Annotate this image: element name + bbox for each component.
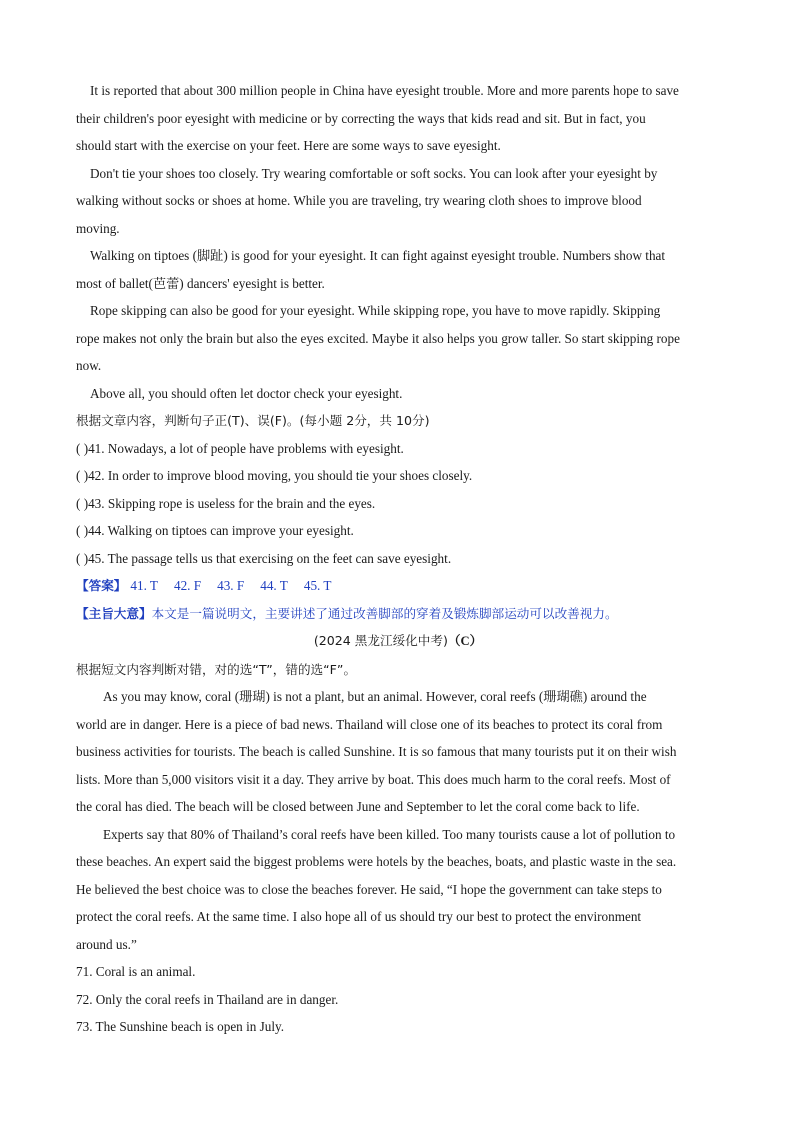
question-72: 72. Only the coral reefs in Thailand are in danger. (76, 991, 339, 1007)
answer-45: 45. T (303, 578, 332, 593)
passage2-p2-line5: around us.” (76, 936, 137, 952)
question-42: ( )42. In order to improve blood moving, you should tie your shoes closely. (76, 468, 473, 483)
passage2-p1-line4: lists. More than 5,000 visitors visit it a day. They arrive by boat. This does much harm to the coral reefs. Most of (76, 771, 671, 787)
answer-44: 44. T (260, 578, 288, 593)
passage2-p2-line4: protect the coral reefs. At the same time. I also hope all of us should try our best to protect the environment (76, 909, 642, 924)
passage1-p4-line1: Rope skipping can also be good for your eyesight. While skipping rope, you have to move rapidly. Skipping (90, 303, 661, 318)
passage1-p2-line2: walking without socks or shoes at home. While you are traveling, try wearing cloth shoes to improve blood (76, 193, 642, 208)
passage-2 (76, 683, 720, 958)
passage1-p5-line1: Above all, you should often let doctor check your eyesight. (90, 385, 403, 401)
question-list-1 (76, 435, 720, 573)
passage1-p1-line2: their children's poor eyesight with medicine or by correcting the ways that kids read and sit. But in fact, you (76, 110, 646, 126)
document-page (76, 77, 720, 1041)
answer-41: 41. T (130, 578, 158, 593)
passage2-p2-line3: He believed the best choice was to close the beaches forever. He said, “I hope the government can take steps to (76, 881, 662, 897)
source-text: (2024 黑龙江绥化中考) (313, 633, 448, 648)
passage-1 (76, 77, 720, 407)
question-41: ( )41. Nowadays, a lot of people have problems with eyesight. (76, 440, 404, 456)
question-44: ( )44. Walking on tiptoes can improve your eyesight. (76, 523, 354, 538)
passage1-p1-line3: should start with the exercise on your feet. Here are some ways to save eyesight. (76, 138, 501, 153)
answer-43: 43. F (217, 578, 245, 593)
passage1-p3-line2: most of ballet(芭蕾) dancers' eyesight is better. (76, 275, 325, 291)
question-45: ( )45. The passage tells us that exercising on the feet can save eyesight. (76, 550, 452, 566)
answer-label: 【答案】 (76, 578, 127, 593)
instruction-1: 根据文章内容，判断句子正(T)、误(F)。(每小题 2分，共 10分) (76, 413, 430, 428)
main-idea-text: 本文是一篇说明文，主要讲述了通过改善脚部的穿着及锻炼脚部运动可以改善视力。 (151, 605, 618, 621)
passage2-p1-line5: the coral has died. The beach will be closed between June and September to let the coral come back to life. (76, 799, 640, 814)
passage1-p4-line3: now. (76, 358, 102, 373)
main-idea-label: 【主旨大意】 (76, 605, 152, 621)
question-71: 71. Coral is an animal. (76, 964, 196, 979)
main-idea (76, 600, 720, 628)
question-43: ( )43. Skipping rope is useless for the brain and the eyes. (76, 495, 376, 511)
passage2-p2-line1: Experts say that 80% of Thailand’s coral reefs have been killed. Too many tourists cause a lot of pollution to (103, 826, 676, 842)
instruction-2: 根据短文内容判断对错，对的选“T”，错的选“F”。 (76, 661, 357, 677)
passage1-p1-line1: It is reported that about 300 million people in China have eyesight trouble. More and more parents hope to save (90, 83, 679, 98)
answer-key (76, 572, 720, 600)
passage2-p2-line2: these beaches. An expert said the biggest problems were hotels by the beaches, boats, and plastic waste in the sea. (76, 854, 677, 869)
passage1-p3-line1: Walking on tiptoes (脚趾) is good for your eyesight. It can fight against eyesight trouble. Numbers show that (90, 248, 666, 263)
passage2-p1-line3: business activities for tourists. The beach is called Sunshine. It is so famous that many tourists put it on their wish (76, 744, 677, 759)
source-section-letter: （C） (447, 634, 483, 648)
passage1-p2-line1: Don't tie your shoes too closely. Try wearing comfortable or soft socks. You can look after your eyesight by (90, 165, 658, 181)
section-source (76, 627, 720, 656)
passage2-p1-line1: As you may know, coral (珊瑚) is not a plant, but an animal. However, coral reefs (珊瑚礁) around the (103, 689, 647, 704)
question-list-2 (76, 958, 720, 1041)
question-73: 73. The Sunshine beach is open in July. (76, 1019, 285, 1034)
passage1-p4-line2: rope makes not only the brain but also the eyes excited. Maybe it also helps you grow taller. So start skipping rope (76, 330, 680, 346)
passage1-p2-line3: moving. (76, 220, 120, 236)
passage2-p1-line2: world are in danger. Here is a piece of bad news. Thailand will close one of its beaches to protect its coral from (76, 716, 663, 732)
answer-42: 42. F (173, 578, 202, 593)
